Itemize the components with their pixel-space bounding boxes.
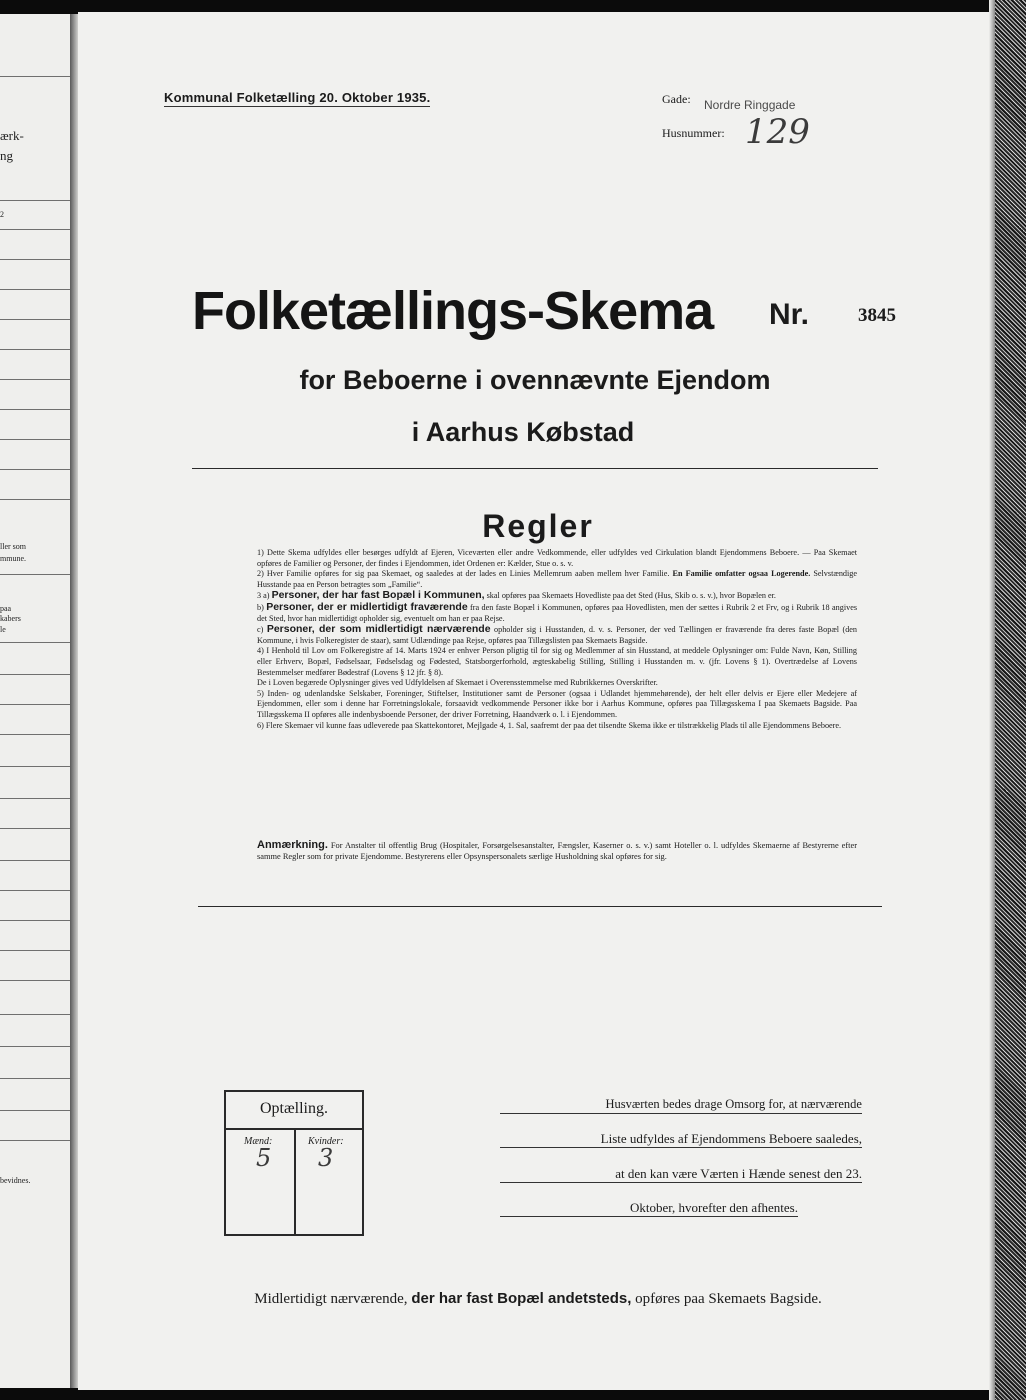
- rules-heading: Regler: [482, 508, 594, 544]
- rule-4: 4) I Henhold til Lov om Folkeregistre af 14. Marts 1924 er enhver Person pligtig til for sig og Medlemmer af sin Husstand, at meddele Oplysninger om: Fulde Navn, Køn, Stilling eller Erhverv, Bopæl, Fødselsaar, Fødselsdag og Fødested, Statsborgerforhold, ægteskabelig Stilling, Stilling i Husstanden m. v. (jfr. Lovens § 1). Overtrædelse af Lovens Bestemmelser medfører Bødestraf (Lovens § 12 jfr. § 8).: [257, 646, 857, 677]
- host-notice-line-1: Husværten bedes drage Omsorg for, at nærværende: [500, 1096, 862, 1114]
- rule-3c: c) Personer, der som midlertidigt nærværende opholder sig i Husstanden, d. v. s. Personer, der ved Tællingen er fraværende fra deres faste Bopæl (den Kommune, i hvis Folkeregister de staar), samt Udlændinge paa Rejse, opføres paa Tillægslisten paa Skemaets Bagside.: [257, 623, 858, 645]
- rule-4b: De i Loven begærede Oplysninger gives ved Udfyldelsen af Skemaet i Overensstemmelse med Rubrikkernes Overskrifter.: [257, 678, 658, 688]
- footer-note: Midlertidigt nærværende, der har fast Bopæl andetsteds, opføres paa Skemaets Bagside.: [254, 1290, 822, 1307]
- form-title: Folketællings-Skema: [192, 281, 714, 341]
- house-number-label: Husnummer:: [662, 126, 725, 140]
- book-gutter: [70, 14, 78, 1388]
- rules-divider: [198, 906, 882, 907]
- rule-5: 5) Inden- og udenlandske Selskaber, Foreninger, Stiftelser, Institutioner samt de Personer (ogsaa i Udlandet hjemmehørende), der helt eller delvis er Ejere eller Medejere af Ejendommen, eller som i denne har Forretningslokale, forsaavidt vedkommende Personer ikke bor i Aarhus Kommune, opføres paa Tillægsskema I paa Skemaets Bagside. Paa Tillægsskema II opføres alle indenbysboende Personer, der driver Forretning, Haandværk o. l. i Ejendommen.: [257, 688, 857, 719]
- annotation-note: [257, 840, 857, 862]
- host-notice-line-3: at den kan være Værten i Hænde senest den 23.: [500, 1165, 862, 1183]
- form-number: 3845: [858, 305, 896, 326]
- form-subtitle-2: i Aarhus Købstad: [411, 417, 635, 447]
- men-label: Mænd:: [244, 1136, 273, 1147]
- left-fragment-9: bevidnes.: [0, 1176, 31, 1185]
- left-fragment-3: 2: [0, 210, 4, 219]
- left-fragment-8: le: [0, 625, 6, 634]
- host-notice-line-4: Oktober, hvorefter den afhentes.: [500, 1199, 798, 1217]
- street-value: Nordre Ringgade: [704, 98, 796, 112]
- count-box: [224, 1090, 364, 1236]
- street-label: Gade:: [662, 92, 691, 106]
- note-text: For Anstalter til offentlig Brug (Hospitaler, Forsørgelsesanstalter, Fængsler, Kaserner o. s. v.) samt Hoteller o. l. udfyldes Skemaerne af Bestyrerne efter samme Regler som for private Ejendomme. Bestyrerens eller Opsynspersonalets særlige Husholdning skal opføres for sig.: [257, 841, 858, 861]
- form-subtitle-1: for Beboerne i ovennævnte Ejendom: [299, 365, 771, 395]
- women-label: Kvinder:: [308, 1136, 344, 1147]
- left-fragment-7: kabers: [0, 614, 21, 623]
- rule-2: 2) Hver Familie opføres for sig paa Skemaet, og saaledes at der lades en Linies Mellemrum aaben mellem hver Familie. En Familie omfatter ogsaa Logerende. Selvstændige Husstande paa en Person betragtes som „Familie“.: [257, 569, 858, 589]
- previous-page-edge: [0, 14, 70, 1388]
- men-count: 5: [256, 1144, 272, 1172]
- form-nr-label: Nr.: [769, 298, 810, 331]
- women-count: 3: [318, 1144, 334, 1172]
- census-header: Kommunal Folketælling 20. Oktober 1935.: [164, 90, 431, 105]
- left-fragment-6: paa: [0, 604, 12, 613]
- rule-3b: b) Personer, der er midlertidigt fraværende fra den faste Bopæl i Kommunen, opføres paa Hovedlisten, men der sættes i Rubrik 2 et Frv, og i Rubrik 18 angives det Sted, hvor han midlertidigt opholder sig, eventuelt om han er paa Rejse.: [257, 600, 858, 623]
- left-fragment-1: ærk-: [0, 128, 24, 143]
- rules-text: [257, 548, 857, 731]
- left-fragment-5: mmune.: [0, 554, 26, 563]
- rule-1: 1) Dette Skema udfyldes eller besørges udfyldt af Ejeren, Viceværten eller andre Vedkommende, eller udfyldes ved Cirkulation blandt Ejendommens Beboere. — Paa Skemaet opføres de Familier og Personer, der findes i Ejendommen, idet Ordenen er: Kælder, Stue o. s. v.: [257, 548, 857, 568]
- marbled-binding-edge: [989, 0, 1026, 1400]
- note-label: Anmærkning.: [257, 839, 328, 851]
- left-fragment-4: ller som: [0, 542, 26, 551]
- title-divider: [192, 468, 878, 469]
- left-fragment-2: ng: [0, 148, 13, 163]
- host-notice-line-2: Liste udfyldes af Ejendommens Beboere saaledes,: [500, 1130, 862, 1148]
- house-number-value: 129: [745, 112, 810, 152]
- count-title: Optælling.: [259, 1100, 328, 1117]
- rule-3a: 3 a) Personer, der har fast Bopæl i Kommunen, skal opføres paa Skemaets Hovedliste paa det Sted (Hus, Skib o. s. v.), hvor Bopælen er.: [257, 589, 776, 602]
- rule-6: 6) Flere Skemaer vil kunne faas udleverede paa Skattekontoret, Mejlgade 4, 1. Sal, saafremt der paa det tilsendte Skema ikke er tilstrækkelig Plads til alle Ejendommens Beboere.: [257, 720, 842, 730]
